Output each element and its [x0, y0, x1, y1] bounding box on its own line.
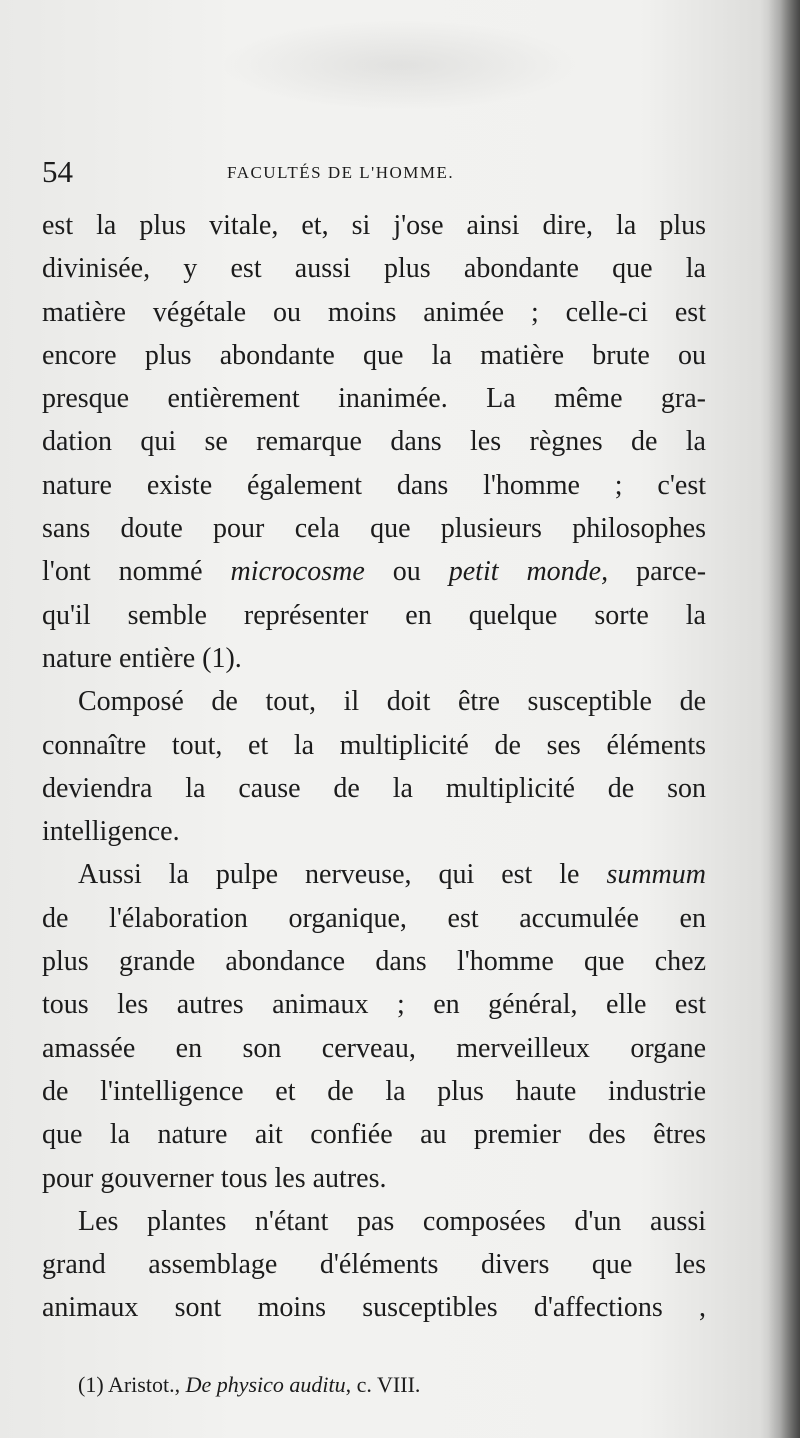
footnote-author: Aristot.,	[107, 1372, 181, 1397]
text-line: de l'élaboration organique, est accumulée en	[42, 902, 706, 934]
text-line: connaître tout, et la multiplicité de ses éléments	[42, 729, 706, 761]
running-head: FACULTÉS DE L'HOMME.	[227, 163, 455, 182]
line-segment: Aussi la pulpe nerveuse, qui est le	[78, 859, 580, 891]
page-number: 54	[42, 154, 73, 189]
italic-term-summum: summum	[606, 859, 706, 891]
text-line: deviendra la cause de la multiplicité de son	[42, 772, 706, 804]
text-line: dation qui se remarque dans les règnes de la	[42, 426, 706, 458]
text-line: matière végétale ou moins animée ; celle-ci est	[42, 296, 706, 328]
text-line: est la plus vitale, et, si j'ose ainsi dire, la plus	[42, 210, 706, 241]
text-line: encore plus abondante que la matière brute ou	[42, 339, 706, 371]
footnote	[78, 1368, 678, 1402]
footnote-reference: , c. VIII.	[345, 1372, 421, 1397]
text-line: nature existe également dans l'homme ; c'est	[42, 469, 706, 501]
text-line: qu'il semble représenter en quelque sorte la	[42, 599, 706, 631]
text-line-with-italics	[42, 550, 706, 593]
text-line: pour gouverner tous les autres.	[42, 1162, 387, 1194]
text-line: nature entière (1).	[42, 642, 242, 674]
text-line: plus grande abondance dans l'homme que chez	[42, 946, 706, 978]
gutter-shadow	[760, 0, 800, 1438]
italic-term-microcosme: microcosme	[230, 556, 365, 588]
footnote-marker: (1)	[78, 1372, 104, 1397]
paragraph-start: Les plantes n'étant pas composées d'un aussi	[78, 1205, 706, 1237]
text-line: sans doute pour cela que plusieurs philosophes	[42, 513, 706, 545]
page-stain	[220, 20, 580, 110]
line-segment: l'ont nommé	[42, 556, 231, 588]
line-segment: ou	[364, 556, 449, 588]
page-header	[42, 152, 702, 192]
italic-term-petit-monde: petit monde,	[448, 556, 609, 588]
text-line: presque entièrement inanimée. La même gra-	[42, 383, 706, 415]
paragraph-start-with-italic	[42, 853, 706, 896]
body-text	[42, 204, 706, 1330]
footnote-work-title: De physico auditu	[185, 1372, 346, 1397]
text-line: tous les autres animaux ; en général, elle est	[42, 989, 706, 1021]
paragraph-start: Composé de tout, il doit être susceptible de	[78, 686, 706, 718]
text-line: divinisée, y est aussi plus abondante que la	[42, 253, 706, 285]
text-line: de l'intelligence et de la plus haute industrie	[42, 1075, 706, 1107]
line-segment: parce-	[608, 556, 707, 588]
text-line: animaux sont moins susceptibles d'affections ,	[42, 1292, 706, 1324]
text-line: que la nature ait confiée au premier des êtres	[42, 1119, 706, 1151]
text-line: grand assemblage d'éléments divers que les	[42, 1249, 706, 1281]
text-line: intelligence.	[42, 816, 180, 848]
text-line: amassée en son cerveau, merveilleux organe	[42, 1032, 706, 1064]
